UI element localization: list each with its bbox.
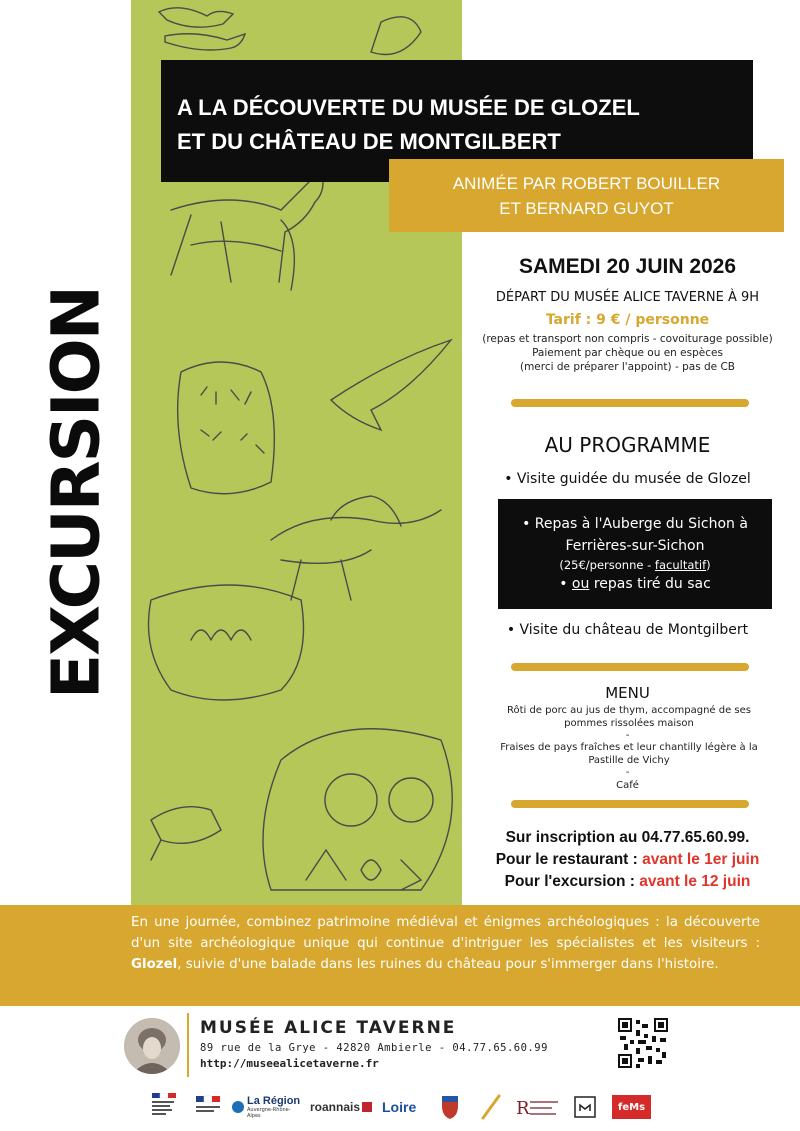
ministry-logo: [150, 1092, 190, 1122]
restaurant-deadline: Pour le restaurant : avant le 1er juin: [495, 851, 760, 868]
departure: DÉPART DU MUSÉE ALICE TAVERNE À 9H: [495, 290, 760, 305]
title-line-2: ET DU CHÂTEAU DE MONTGILBERT: [177, 129, 561, 154]
price: Tarif : 9 € / personne: [545, 312, 710, 328]
title-line-1: A LA DÉCOUVERTE DU MUSÉE DE GLOZEL: [177, 95, 640, 120]
fems-logo: feMs: [612, 1092, 670, 1122]
footer-rule: [187, 1013, 189, 1077]
qr-code-icon[interactable]: [618, 1018, 668, 1068]
divider: [511, 663, 749, 671]
museum-url[interactable]: http://museealicetaverne.fr: [200, 1057, 379, 1070]
menu-dessert: Fraises de pays fraîches et leur chantilly légère à la Pastille de Vichy: [500, 742, 758, 766]
payment-note-2: (merci de préparer l'appoint) - pas de CB: [519, 361, 736, 373]
excursion-vertical-title: EXCURSION: [37, 286, 115, 699]
menu-coffee: Café: [616, 780, 639, 791]
musees-roannais-logo: [514, 1092, 566, 1122]
slash-logo-icon: [480, 1092, 506, 1122]
menu-separator: -: [625, 730, 630, 741]
program-item-castle: • Visite du château de Montgilbert: [506, 622, 749, 638]
museum-address: 89 rue de la Grye - 42820 Ambierle - 04.77.65.60.99: [200, 1042, 548, 1054]
museum-name: MUSÉE ALICE TAVERNE: [200, 1018, 457, 1038]
registration-phone: Sur inscription au 04.77.65.60.99.: [505, 829, 750, 846]
meal-line-1: • Repas à l'Auberge du Sichon à: [522, 516, 748, 532]
price-note: (repas et transport non compris - covoiturage possible): [482, 333, 773, 345]
payment-note: Paiement par chèque ou en espèces: [532, 347, 723, 359]
ambierle-crest-icon: [440, 1092, 464, 1122]
program-title: AU PROGRAMME: [544, 433, 711, 457]
divider: [511, 800, 749, 808]
museum-network-icon: [574, 1092, 598, 1122]
program-item-museum: • Visite guidée du musée de Glozel: [504, 471, 751, 487]
divider: [511, 399, 749, 407]
alice-taverne-portrait: [124, 1018, 180, 1074]
host-line-2: ET BERNARD GUYOT: [499, 199, 674, 218]
menu-title: MENU: [605, 684, 650, 702]
event-date: SAMEDI 20 JUIN 2026: [518, 255, 737, 278]
svg-text:R: R: [516, 1098, 530, 1119]
meal-alternative: • ou repas tiré du sac: [559, 576, 711, 592]
partner-logos: [150, 1092, 680, 1122]
menu-main: Rôti de porc au jus de thym, accompagné de ses pommes rissolées maison: [506, 705, 752, 729]
roannais-logo: roannais: [310, 1092, 376, 1122]
host-box: [389, 159, 784, 232]
host-line-1: ANIMÉE PAR ROBERT BOUILLER: [452, 174, 721, 193]
loire-logo: Loire: [382, 1099, 417, 1115]
menu-separator: -: [625, 767, 630, 778]
meal-price: (25€/personne - facultatif): [559, 558, 711, 572]
meal-line-2: Ferrières-sur-Sichon: [565, 538, 705, 554]
meal-box: [498, 499, 772, 609]
excursion-deadline: Pour l'excursion : avant le 12 juin: [504, 873, 751, 890]
description-band: En une journée, combinez patrimoine médiéval et énigmes archéologiques : la découverte d'un site archéologique unique qui continue d'intriguer les spécialistes et les visiteurs : Glozel, suivie d'une balade dans les ruines du château pour s'immerger dans l'histoire.: [0, 905, 800, 1006]
region-logo: La Région Auvergne-Rhône-Alpes: [232, 1092, 304, 1122]
prefet-logo: [196, 1092, 224, 1122]
